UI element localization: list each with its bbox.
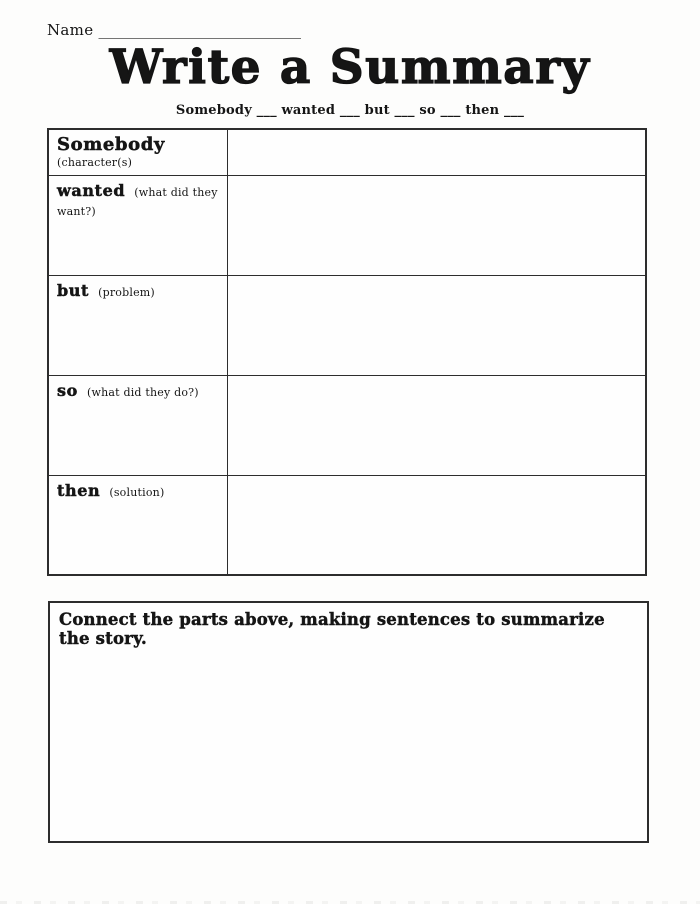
somebody-answer-cell[interactable] [228, 130, 645, 175]
swbst-table [47, 128, 647, 576]
but-hint: (problem) [98, 286, 155, 299]
but-term: but [57, 281, 90, 300]
summary-writing-area[interactable] [50, 648, 647, 841]
so-term: so [57, 381, 78, 400]
page-title: Write a Summary [109, 40, 591, 95]
summary-box [48, 601, 649, 843]
but-label-cell [49, 276, 228, 375]
name-blank-line[interactable]: ___________________________ [98, 21, 301, 39]
wanted-label-cell [49, 176, 228, 275]
table-row-so [49, 376, 645, 476]
name-row [47, 21, 301, 39]
so-hint: (what did they do?) [86, 386, 199, 399]
then-label-cell [49, 476, 228, 574]
then-answer-cell[interactable] [228, 476, 645, 574]
name-label: Name [47, 21, 94, 39]
wanted-term: wanted [57, 181, 126, 200]
summary-instruction: Connect the parts above, making sentences to summarize the story. [59, 610, 605, 648]
table-row-wanted [49, 176, 645, 276]
but-answer-cell[interactable] [228, 276, 645, 375]
then-hint: (solution) [109, 486, 165, 499]
table-row-then [49, 476, 645, 574]
somebody-hint: (character(s) [57, 155, 133, 169]
wanted-answer-cell[interactable] [228, 176, 645, 275]
table-row-but [49, 276, 645, 376]
somebody-term: Somebody [57, 134, 165, 155]
wanted-hint: (what did they want?) [57, 186, 218, 218]
sentence-frame-subtitle: Somebody ___ wanted ___ but ___ so ___ then ___ [175, 103, 525, 118]
somebody-label-cell [49, 130, 228, 175]
so-answer-cell[interactable] [228, 376, 645, 475]
so-label-cell [49, 376, 228, 475]
then-term: then [57, 481, 101, 500]
table-row-somebody [49, 130, 645, 176]
